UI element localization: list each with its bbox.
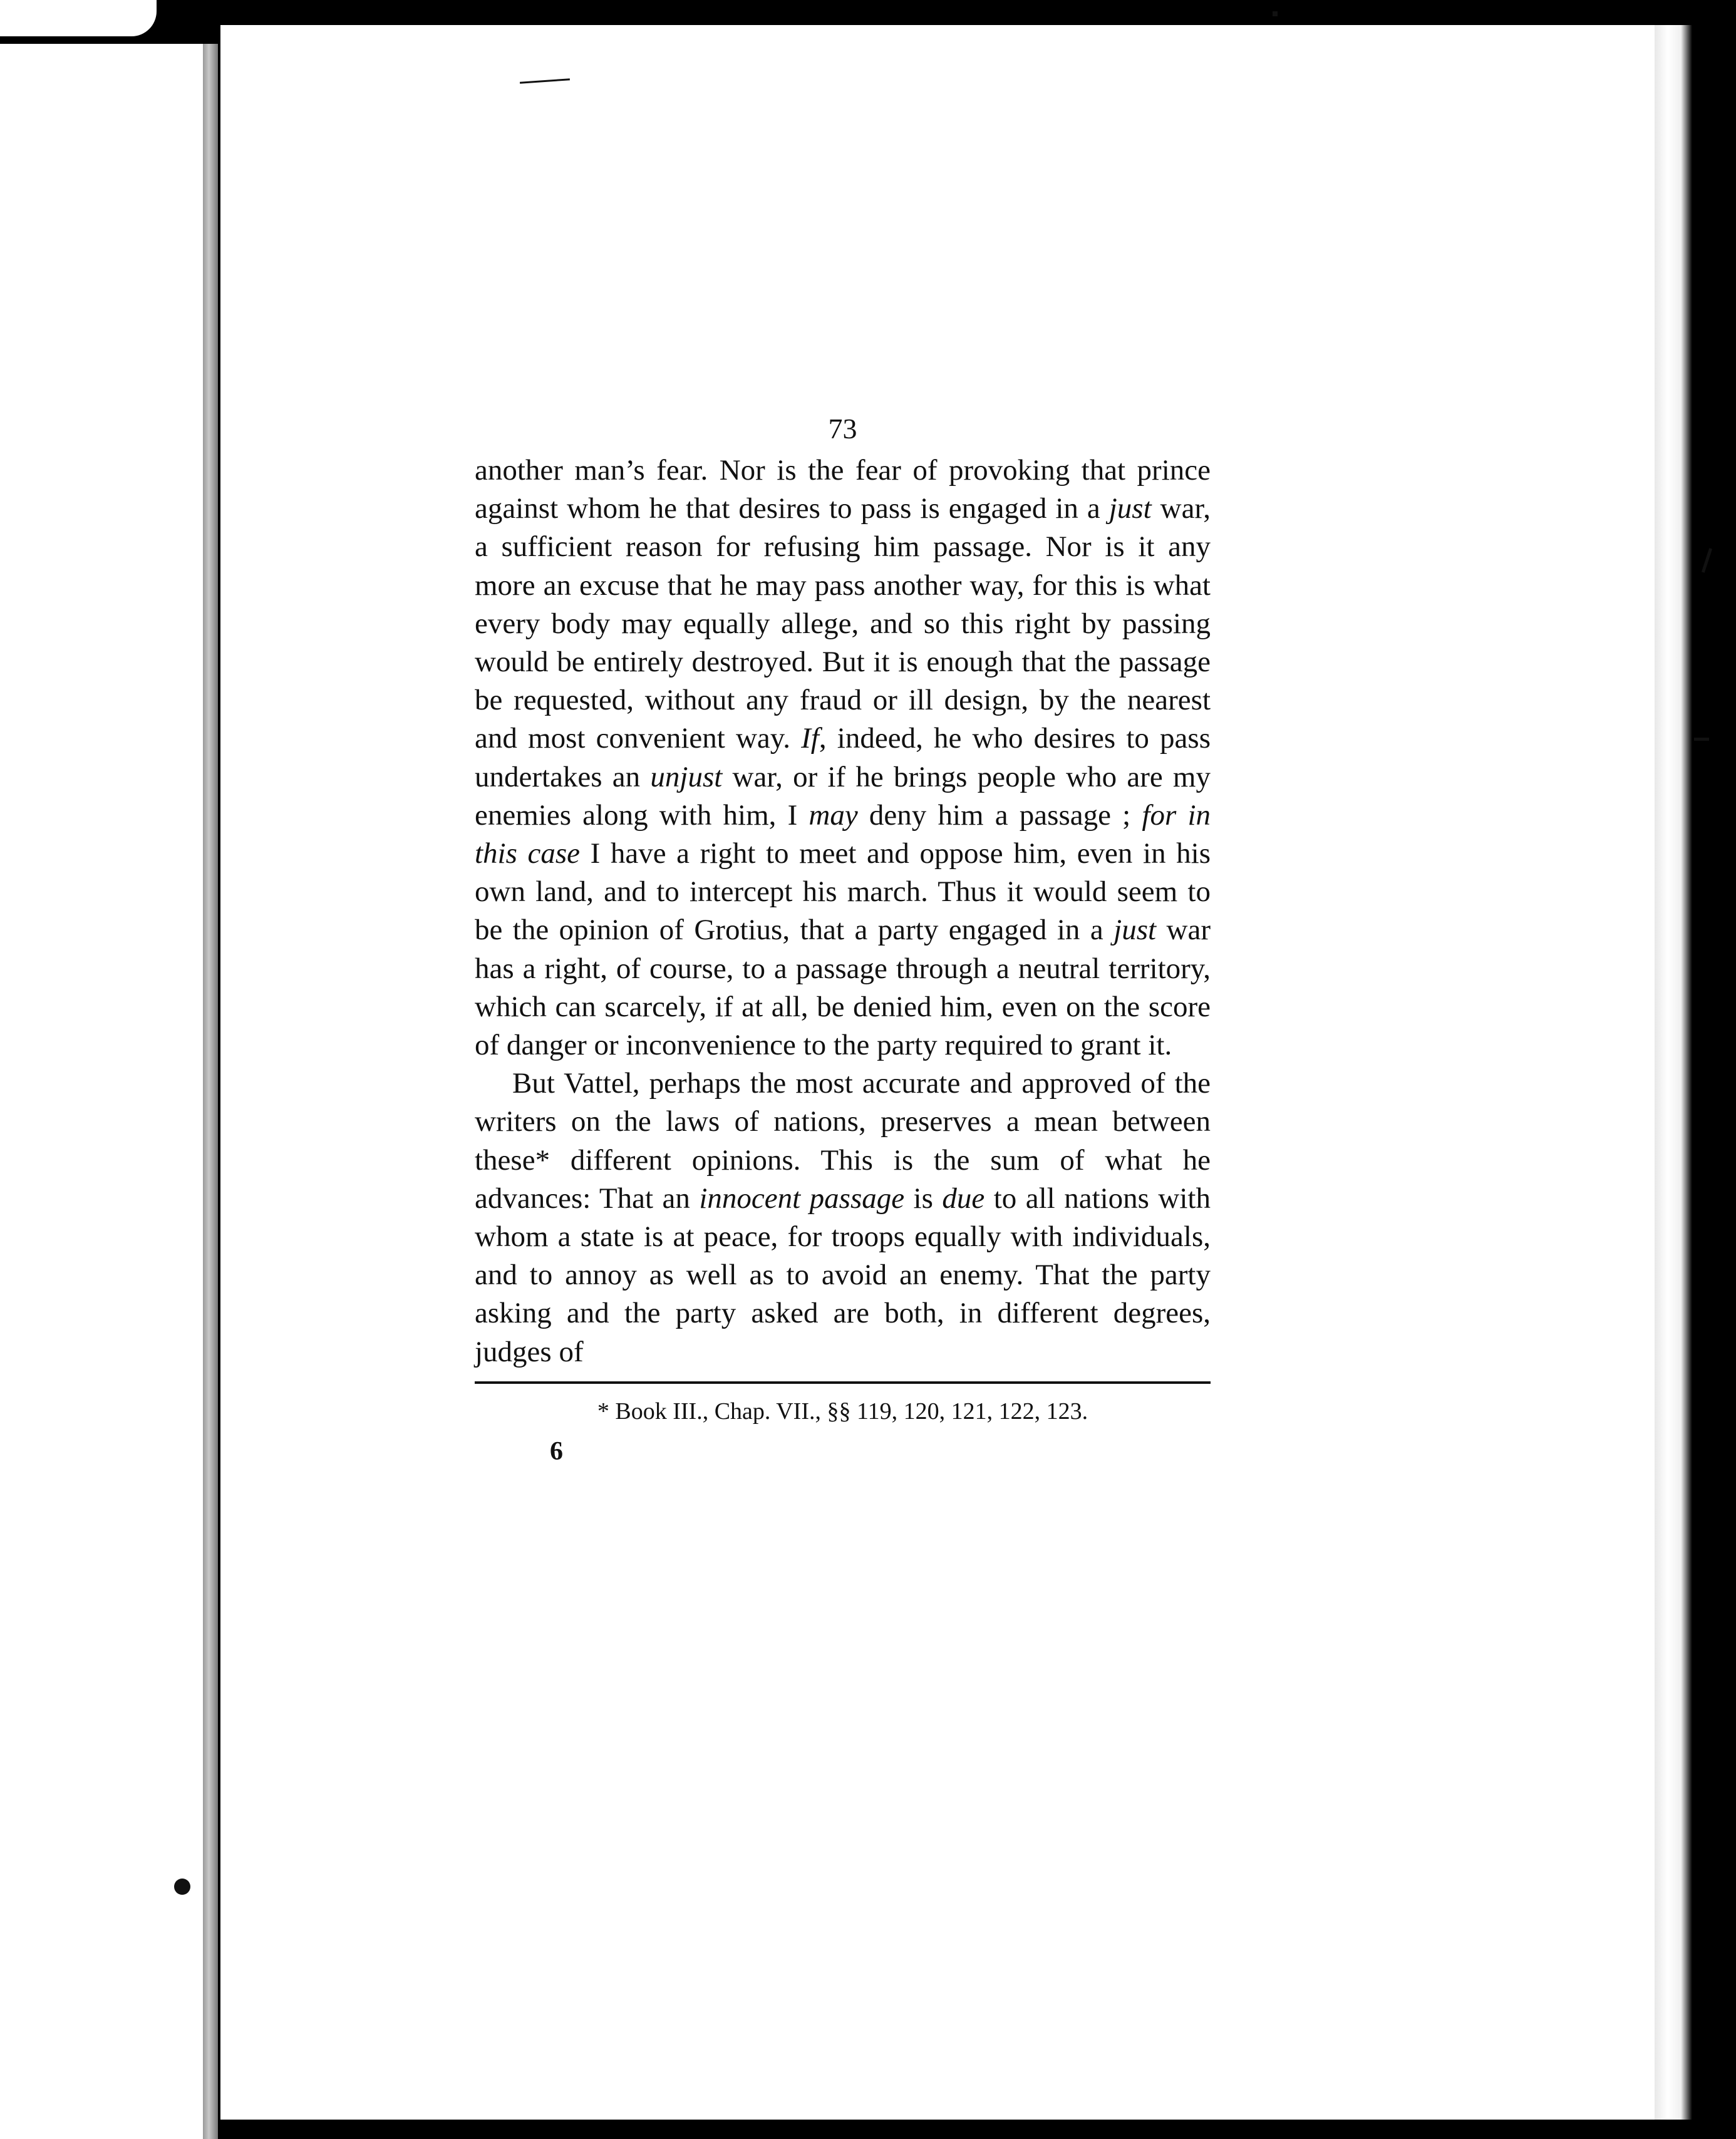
text-run: war has a right, of course, to a passage through a neutral territory, which can scarcely, if at all, be denied him, even on the score of danger or inconvenience to the party required to grant it.: [475, 914, 1211, 1062]
text-run: war, a sufficient reason for refusing him passage. Nor is it any more an excuse that he may pass another way, for this is what every body may equally allege, and so this right by passing would be entirely destroyed. But it is enough that the passage be requested, without any fraud or ill design, by the nearest and most convenient way.: [475, 492, 1211, 755]
page-text-block: [475, 410, 1211, 1469]
italic-run: just: [1113, 914, 1157, 947]
page-number: 73: [828, 413, 857, 445]
italic-run: just: [1108, 492, 1152, 525]
text-run: another man’s fear. Nor is the fear of provoking that prince against whom he that desires to pass is engaged in a: [475, 454, 1211, 525]
left-page-corner: [0, 0, 157, 36]
binding-thread-mark: [174, 1879, 190, 1895]
body-text: [475, 451, 1211, 1371]
book-gutter: [203, 44, 218, 2139]
paragraph: [475, 451, 1211, 1064]
text-run: war, or if he brings people who are my enemies along with him, I: [475, 760, 1211, 832]
italic-run: If: [801, 722, 819, 755]
italic-run: innocent passage: [699, 1182, 905, 1215]
text-run: , indeed, he who desires to pass undertakes an: [475, 722, 1211, 793]
paragraph: [475, 1064, 1211, 1371]
signature-mark: 6: [550, 1436, 563, 1466]
italic-run: may: [809, 798, 858, 832]
scan-speck: [1702, 548, 1712, 573]
scan-speck: [1273, 11, 1278, 16]
text-run: But Vattel, perhaps the most accurate and approved of the writers on the laws of nations, preserves a mean between these* different opinions. This is the sum of what he advances: That an: [475, 1067, 1211, 1215]
left-page-leaf: [0, 44, 210, 2139]
page-fore-edge: [1655, 25, 1692, 2120]
text-run: to all nations with whom a state is at peace, for troops equally with individuals, and to annoy as well as to avoid an enemy. That the party asking and the party asked are both, in different degrees, judges of: [475, 1182, 1211, 1368]
text-run: I have a right to meet and oppose him, even in his own land, and to intercept his march. Thus it would seem to be the opinion of Grotius, that a party engaged in a: [475, 837, 1211, 947]
footnote: * Book III., Chap. VII., §§ 119, 120, 121, 122, 123.: [597, 1398, 1088, 1425]
text-run: is: [904, 1182, 943, 1215]
footnote-rule: [475, 1381, 1211, 1384]
italic-run: for in this case: [475, 798, 1211, 870]
scan-speck: [1694, 738, 1709, 741]
italic-run: due: [942, 1182, 985, 1215]
text-run: deny him a passage ;: [857, 798, 1142, 832]
italic-run: unjust: [650, 760, 723, 793]
